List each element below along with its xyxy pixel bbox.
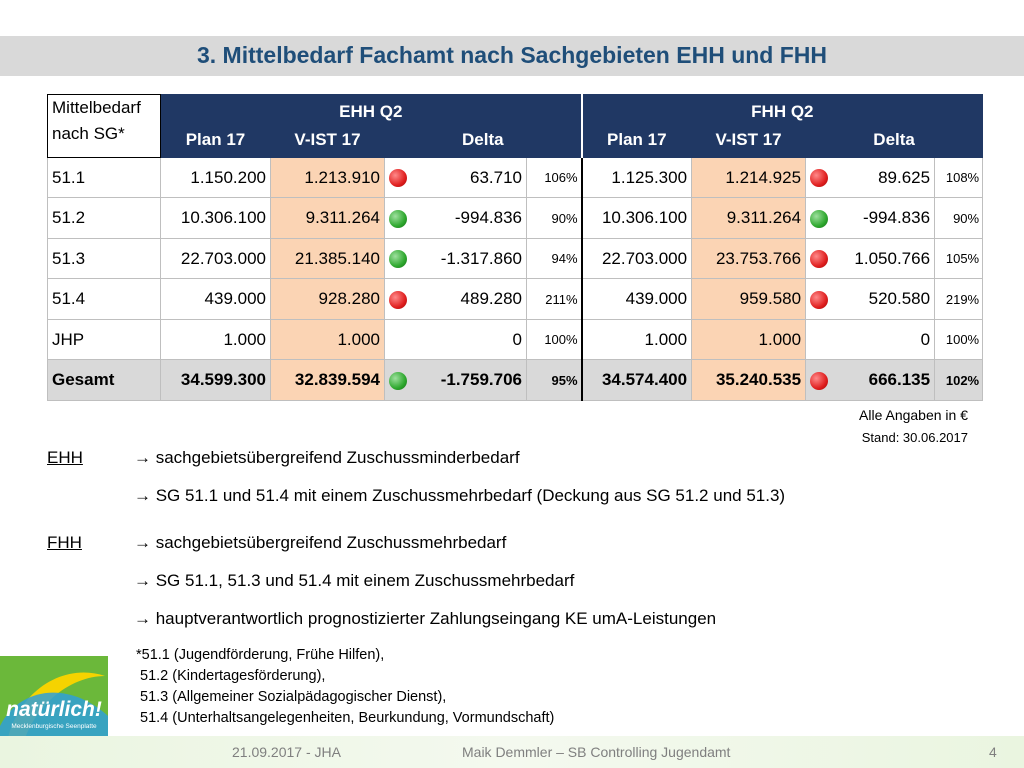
green-status-icon	[389, 372, 407, 390]
fhh-ist-cell: 9.311.264	[692, 198, 806, 239]
ehh-status-cell	[385, 238, 411, 279]
logo-subtitle: Mecklenburgische Seenplatte	[11, 723, 97, 730]
green-status-icon	[389, 250, 407, 268]
footer-page-number: 4	[989, 744, 997, 760]
ehh-delta-cell: 63.710	[411, 157, 527, 198]
footer-date: 21.09.2017 - JHA	[232, 744, 341, 760]
fhh-percent-cell: 108%	[935, 157, 983, 198]
ehh-plan-cell: 34.599.300	[161, 360, 271, 401]
fhh-status-cell	[806, 319, 832, 360]
table-row	[48, 198, 983, 239]
fhh-plan-cell: 22.703.000	[582, 238, 692, 279]
col-ehh-plan: Plan 17	[161, 123, 271, 157]
fhh-label: FHH	[47, 533, 82, 552]
fhh-status-cell	[806, 238, 832, 279]
ehh-ist-cell: 1.213.910	[271, 157, 385, 198]
ehh-status-cell	[385, 198, 411, 239]
col-ehh-delta: Delta	[385, 123, 582, 157]
fhh-delta-cell: 520.580	[832, 279, 935, 320]
footnote-line: *51.1 (Jugendförderung, Frühe Hilfen),	[136, 647, 385, 663]
fhh-status-cell	[806, 198, 832, 239]
group-header-ehh: EHH Q2	[161, 95, 582, 123]
ehh-status-cell	[385, 360, 411, 401]
fhh-percent-cell: 102%	[935, 360, 983, 401]
arrow-icon: →	[134, 571, 151, 590]
table-subheader-row	[48, 123, 983, 157]
budget-table	[47, 94, 983, 401]
col-fhh-plan: Plan 17	[582, 123, 692, 157]
fhh-delta-cell: -994.836	[832, 198, 935, 239]
table-total-row	[48, 360, 983, 401]
arrow-icon: →	[134, 533, 151, 552]
col-fhh-delta: Delta	[806, 123, 983, 157]
fhh-delta-cell: 666.135	[832, 360, 935, 401]
ehh-ist-cell: 32.839.594	[271, 360, 385, 401]
ehh-percent-cell: 106%	[527, 157, 582, 198]
ehh-percent-cell: 94%	[527, 238, 582, 279]
title-bar	[0, 36, 1024, 76]
ehh-delta-cell: -994.836	[411, 198, 527, 239]
footnote-line: 51.3 (Allgemeiner Sozialpädagogischer Dienst),	[136, 689, 447, 705]
table-row	[48, 157, 983, 198]
col-ehh-ist: V-IST 17	[271, 123, 385, 157]
fhh-percent-cell: 90%	[935, 198, 983, 239]
ehh-percent-cell: 95%	[527, 360, 582, 401]
col-fhh-ist: V-IST 17	[692, 123, 806, 157]
ehh-text-1: sachgebietsübergreifend Zuschussminderbedarf	[151, 448, 520, 467]
ehh-ist-cell: 9.311.264	[271, 198, 385, 239]
fhh-percent-cell: 100%	[935, 319, 983, 360]
ehh-plan-cell: 22.703.000	[161, 238, 271, 279]
red-status-icon	[389, 169, 407, 187]
fhh-plan-cell: 439.000	[582, 279, 692, 320]
ehh-plan-cell: 439.000	[161, 279, 271, 320]
sg-cell: 51.3	[48, 238, 161, 279]
fhh-plan-cell: 1.000	[582, 319, 692, 360]
fhh-ist-cell: 35.240.535	[692, 360, 806, 401]
logo-word: natürlich!	[6, 698, 102, 721]
fhh-plan-cell: 1.125.300	[582, 157, 692, 198]
corner-line1: Mittelbedarf	[52, 98, 141, 117]
fhh-percent-cell: 105%	[935, 238, 983, 279]
sg-cell: 51.2	[48, 198, 161, 239]
ehh-percent-cell: 211%	[527, 279, 582, 320]
red-status-icon	[810, 291, 828, 309]
ehh-plan-cell: 1.150.200	[161, 157, 271, 198]
ehh-percent-cell: 100%	[527, 319, 582, 360]
date-note: Stand: 30.06.2017	[861, 430, 968, 445]
fhh-ist-cell: 959.580	[692, 279, 806, 320]
ehh-status-cell	[385, 319, 411, 360]
ehh-status-cell	[385, 157, 411, 198]
ehh-text-2: SG 51.1 und 51.4 mit einem Zuschussmehrbedarf (Deckung aus SG 51.2 und 51.3)	[151, 486, 786, 505]
ehh-ist-cell: 21.385.140	[271, 238, 385, 279]
page-title: 3. Mittelbedarf Fachamt nach Sachgebieten EHH und FHH	[196, 42, 828, 68]
red-status-icon	[810, 372, 828, 390]
sg-cell: JHP	[48, 319, 161, 360]
ehh-status-cell	[385, 279, 411, 320]
fhh-status-cell	[806, 360, 832, 401]
table-row	[48, 238, 983, 279]
fhh-text-1: sachgebietsübergreifend Zuschussmehrbedarf	[151, 533, 507, 552]
fhh-status-cell	[806, 157, 832, 198]
arrow-icon: →	[134, 486, 151, 505]
fhh-ist-cell: 23.753.766	[692, 238, 806, 279]
unit-note: Alle Angaben in €	[859, 407, 968, 423]
fhh-delta-cell: 1.050.766	[832, 238, 935, 279]
ehh-ist-cell: 1.000	[271, 319, 385, 360]
fhh-delta-cell: 89.625	[832, 157, 935, 198]
corner-line2: nach SG*	[52, 124, 125, 143]
green-status-icon	[389, 210, 407, 228]
footnote-line: 51.2 (Kindertagesförderung),	[136, 668, 326, 684]
ehh-plan-cell: 10.306.100	[161, 198, 271, 239]
fhh-ist-cell: 1.000	[692, 319, 806, 360]
sg-cell: 51.1	[48, 157, 161, 198]
table-row	[48, 319, 983, 360]
ehh-label: EHH	[47, 448, 83, 467]
fhh-text-2: SG 51.1, 51.3 und 51.4 mit einem Zuschussmehrbedarf	[151, 571, 575, 590]
fhh-status-cell	[806, 279, 832, 320]
red-status-icon	[810, 250, 828, 268]
fhh-ist-cell: 1.214.925	[692, 157, 806, 198]
red-status-icon	[810, 169, 828, 187]
arrow-icon: →	[134, 609, 151, 628]
fhh-plan-cell: 34.574.400	[582, 360, 692, 401]
ehh-delta-cell: -1.759.706	[411, 360, 527, 401]
table-header-row	[48, 95, 983, 123]
ehh-plan-cell: 1.000	[161, 319, 271, 360]
green-status-icon	[810, 210, 828, 228]
fhh-percent-cell: 219%	[935, 279, 983, 320]
table-row	[48, 279, 983, 320]
sg-cell: 51.4	[48, 279, 161, 320]
ehh-delta-cell: 0	[411, 319, 527, 360]
fhh-text-3: hauptverantwortlich prognostizierter Zahlungseingang KE umA-Leistungen	[151, 609, 717, 628]
ehh-ist-cell: 928.280	[271, 279, 385, 320]
sg-cell: Gesamt	[48, 360, 161, 401]
footnote	[136, 645, 554, 729]
footer-author: Maik Demmler – SB Controlling Jugendamt	[462, 744, 731, 760]
ehh-delta-cell: -1.317.860	[411, 238, 527, 279]
footnote-line: 51.4 (Unterhaltsangelegenheiten, Beurkundung, Vormundschaft)	[136, 710, 555, 726]
fhh-delta-cell: 0	[832, 319, 935, 360]
arrow-icon: →	[134, 448, 151, 467]
ehh-delta-cell: 489.280	[411, 279, 527, 320]
footer	[0, 736, 1024, 768]
group-header-fhh: FHH Q2	[582, 95, 983, 123]
ehh-percent-cell: 90%	[527, 198, 582, 239]
table-body	[48, 157, 983, 400]
red-status-icon	[389, 291, 407, 309]
corner-header	[48, 95, 161, 158]
fhh-plan-cell: 10.306.100	[582, 198, 692, 239]
